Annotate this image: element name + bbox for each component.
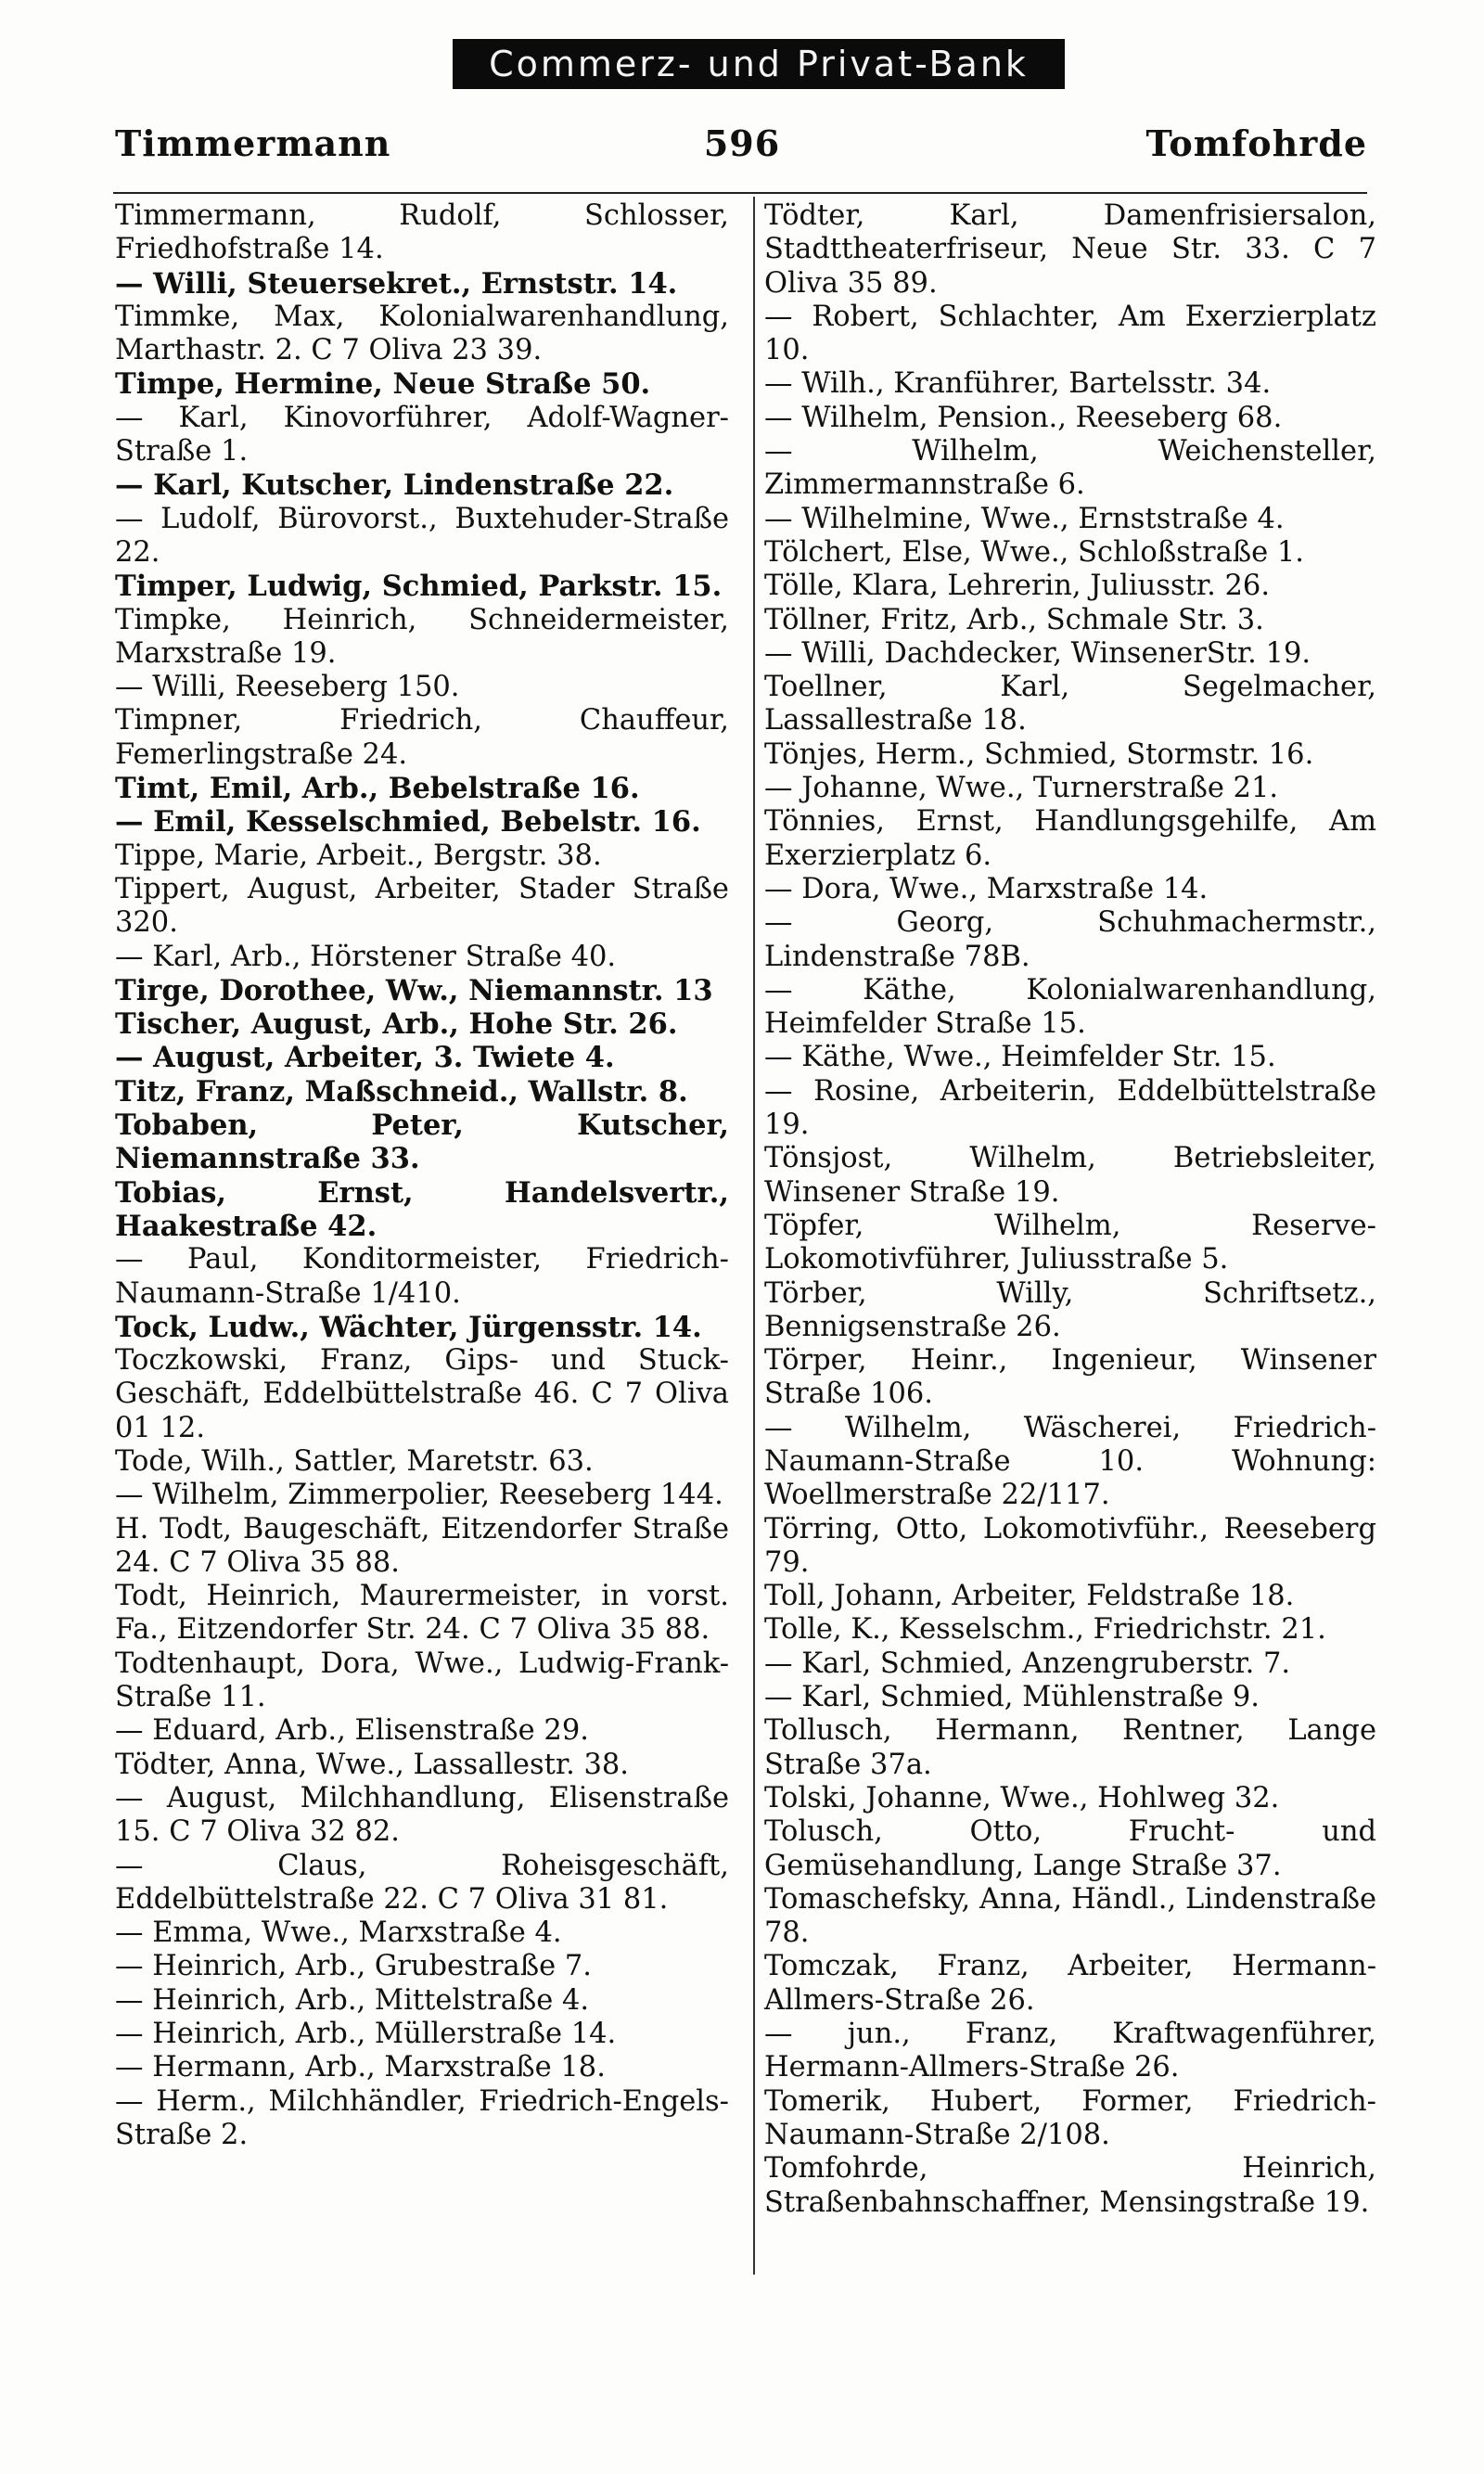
directory-entry: — August, Milchhandlung, Elisenstraße 15. C 7 Oliva 32 82. [115, 1781, 729, 1849]
directory-entry: — Willi, Dachdecker, WinsenerStr. 19. [764, 636, 1311, 670]
left-column [115, 199, 729, 2152]
directory-entry: Tödter, Karl, Damenfrisiersalon, Stadttheaterfriseur, Neue Str. 33. C 7 Oliva 35 89. [764, 199, 1376, 300]
directory-entry: — Käthe, Wwe., Heimfelder Str. 15. [764, 1041, 1276, 1074]
directory-entry: Timper, Ludwig, Schmied, Parkstr. 15. [115, 570, 723, 604]
directory-entry: — Emma, Wwe., Marxstraße 4. [115, 1916, 562, 1950]
directory-entry: Timpke, Heinrich, Schneidermeister, Marxstraße 19. [115, 603, 729, 670]
directory-entry: — Heinrich, Arb., Grubestraße 7. [115, 1950, 592, 1983]
directory-entry: — Wilhelm, Wäscherei, Friedrich-Naumann-Straße 10. Wohnung: Woellmerstraße 22/117. [764, 1411, 1376, 1512]
directory-entry: — Robert, Schlachter, Am Exerzierplatz 10. [764, 300, 1376, 367]
directory-entry: Timpner, Friedrich, Chauffeur, Femerlingstraße 24. [115, 704, 729, 771]
directory-entry: Todtenhaupt, Dora, Wwe., Ludwig-Frank-Straße 11. [115, 1647, 729, 1714]
directory-entry: Tobias, Ernst, Handelsvertr., Haakestraße 42. [115, 1175, 729, 1243]
directory-entry: — Karl, Kinovorführer, Adolf-Wagner-Straße 1. [115, 401, 729, 468]
directory-entry: Timmke, Max, Kolonialwarenhandlung, Marthastr. 2. C 7 Oliva 23 39. [115, 300, 729, 367]
directory-entry: Toczkowski, Franz, Gips- und Stuck-Geschäft, Eddelbüttelstraße 46. C 7 Oliva 01 12. [115, 1344, 729, 1444]
directory-entry: — Heinrich, Arb., Müllerstraße 14. [115, 2018, 617, 2051]
directory-entry: — August, Arbeiter, 3. Twiete 4. [115, 1041, 615, 1075]
directory-entry: — Ludolf, Bürovorst., Buxtehuder-Straße 22. [115, 502, 729, 569]
directory-entry: — Wilh., Kranführer, Bartelsstr. 34. [764, 367, 1272, 401]
directory-entry: Tönnies, Ernst, Handlungsgehilfe, Am Exerzierplatz 6. [764, 805, 1376, 872]
directory-entry: — Eduard, Arb., Elisenstraße 29. [115, 1714, 589, 1748]
directory-entry: Tollusch, Hermann, Rentner, Lange Straße 37a. [764, 1714, 1376, 1781]
directory-entry: Toellner, Karl, Segelmacher, Lassallestraße 18. [764, 671, 1376, 737]
directory-entry: Tomczak, Franz, Arbeiter, Hermann-Allmers-Straße 26. [764, 1950, 1376, 2017]
header-rule [113, 192, 1367, 194]
directory-entry: Törber, Willy, Schriftsetz., Bennigsenstraße 26. [764, 1276, 1376, 1343]
directory-entry: Tönsjost, Wilhelm, Betriebsleiter, Winsener Straße 19. [764, 1142, 1376, 1209]
directory-entry: Tode, Wilh., Sattler, Maretstr. 63. [115, 1444, 594, 1478]
directory-entry: H. Todt, Baugeschäft, Eitzendorfer Straße 24. C 7 Oliva 35 88. [115, 1512, 729, 1579]
right-column [764, 199, 1376, 2220]
directory-entry: — jun., Franz, Kraftwagenführer, Hermann-Allmers-Straße 26. [764, 2018, 1376, 2084]
directory-entry: — Dora, Wwe., Marxstraße 14. [764, 872, 1209, 905]
directory-entry: Todt, Heinrich, Maurermeister, in vorst. Fa., Eitzendorfer Str. 24. C 7 Oliva 35 88. [115, 1580, 729, 1647]
directory-entry: Tock, Ludw., Wächter, Jürgensstr. 14. [115, 1310, 702, 1344]
directory-entry: — Wilhelmine, Wwe., Ernststraße 4. [764, 502, 1285, 535]
directory-entry: — Käthe, Kolonialwarenhandlung, Heimfelder Straße 15. [764, 973, 1376, 1041]
directory-entry: Tolusch, Otto, Frucht- und Gemüsehandlung, Lange Straße 37. [764, 1815, 1376, 1882]
directory-entry: — Hermann, Arb., Marxstraße 18. [115, 2051, 606, 2084]
directory-entry: — Herm., Milchhändler, Friedrich-Engels-Straße 2. [115, 2084, 729, 2151]
directory-entry: Tölle, Klara, Lehrerin, Juliusstr. 26. [764, 570, 1271, 603]
directory-entry: Tischer, August, Arb., Hohe Str. 26. [115, 1007, 678, 1042]
directory-entry: — Wilhelm, Weichensteller, Zimmermannstraße 6. [764, 435, 1376, 502]
directory-entry: — Willi, Steuersekret., Ernststr. 14. [115, 266, 678, 301]
directory-entry: — Rosine, Arbeiterin, Eddelbüttelstraße 19. [764, 1074, 1376, 1142]
directory-entry: Töllner, Fritz, Arb., Schmale Str. 3. [764, 603, 1264, 636]
directory-entry: Tomfohrde, Heinrich, Straßenbahnschaffner, Mensingstraße 19. [764, 2152, 1376, 2219]
directory-entry: Titz, Franz, Maßschneid., Wallstr. 8. [115, 1074, 688, 1109]
directory-entry: — Karl, Kutscher, Lindenstraße 22. [115, 468, 674, 503]
directory-entry: — Georg, Schuhmachermstr., Lindenstraße 78B. [764, 906, 1376, 973]
header-first-name: Timmermann [115, 122, 391, 164]
directory-entry: — Emil, Kesselschmied, Bebelstr. 16. [115, 805, 701, 840]
directory-entry: Tolski, Johanne, Wwe., Hohlweg 32. [764, 1781, 1280, 1814]
directory-entry: Tomerik, Hubert, Former, Friedrich-Naumann-Straße 2/108. [764, 2084, 1376, 2151]
bank-banner: Commerz- und Privat-Bank [453, 39, 1065, 89]
directory-entry: — Johanne, Wwe., Turnerstraße 21. [764, 772, 1279, 805]
column-divider [753, 197, 755, 2275]
directory-entry: Tippe, Marie, Arbeit., Bergstr. 38. [115, 839, 602, 872]
header-last-name: Tomfohrde [1145, 122, 1367, 164]
directory-entry: Tölchert, Else, Wwe., Schloßstraße 1. [764, 535, 1304, 569]
directory-entry: Tönjes, Herm., Schmied, Stormstr. 16. [764, 737, 1314, 771]
directory-entry: Törper, Heinr., Ingenieur, Winsener Straße 106. [764, 1344, 1376, 1411]
page-number: 596 [703, 122, 781, 164]
directory-entry: Tomaschefsky, Anna, Händl., Lindenstraße 78. [764, 1882, 1376, 1950]
directory-entry: Töpfer, Wilhelm, Reserve-Lokomotivführer, Juliusstraße 5. [764, 1209, 1376, 1276]
directory-entry: Tobaben, Peter, Kutscher, Niemannstraße 33. [115, 1109, 729, 1176]
directory-entry: Tippert, August, Arbeiter, Stader Straße 320. [115, 872, 729, 940]
directory-entry: Tödter, Anna, Wwe., Lassallestr. 38. [115, 1748, 629, 1781]
directory-entry: — Wilhelm, Zimmerpolier, Reeseberg 144. [115, 1479, 723, 1512]
directory-entry: — Claus, Roheisgeschäft, Eddelbüttelstraße 22. C 7 Oliva 31 81. [115, 1849, 729, 1916]
directory-entry: — Karl, Arb., Hörstener Straße 40. [115, 940, 617, 973]
directory-entry: Tirge, Dorothee, Ww., Niemannstr. 13 [115, 973, 713, 1007]
directory-entry: Timmermann, Rudolf, Schlosser, Friedhofstraße 14. [115, 199, 729, 266]
directory-entry: — Paul, Konditormeister, Friedrich-Naumann-Straße 1/410. [115, 1243, 729, 1310]
directory-entry: Timpe, Hermine, Neue Straße 50. [115, 367, 651, 402]
directory-entry: — Karl, Schmied, Anzengruberstr. 7. [764, 1647, 1291, 1680]
directory-entry: Törring, Otto, Lokomotivführ., Reeseberg 79. [764, 1512, 1376, 1579]
directory-entry: Timt, Emil, Arb., Bebelstraße 16. [115, 772, 640, 806]
directory-entry: — Karl, Schmied, Mühlenstraße 9. [764, 1681, 1260, 1714]
directory-entry: — Heinrich, Arb., Mittelstraße 4. [115, 1983, 590, 2017]
directory-entry: — Wilhelm, Pension., Reeseberg 68. [764, 401, 1283, 434]
directory-entry: Toll, Johann, Arbeiter, Feldstraße 18. [764, 1580, 1295, 1613]
directory-entry: — Willi, Reeseberg 150. [115, 671, 460, 704]
directory-entry: Tolle, K., Kesselschm., Friedrichstr. 21. [764, 1613, 1326, 1647]
